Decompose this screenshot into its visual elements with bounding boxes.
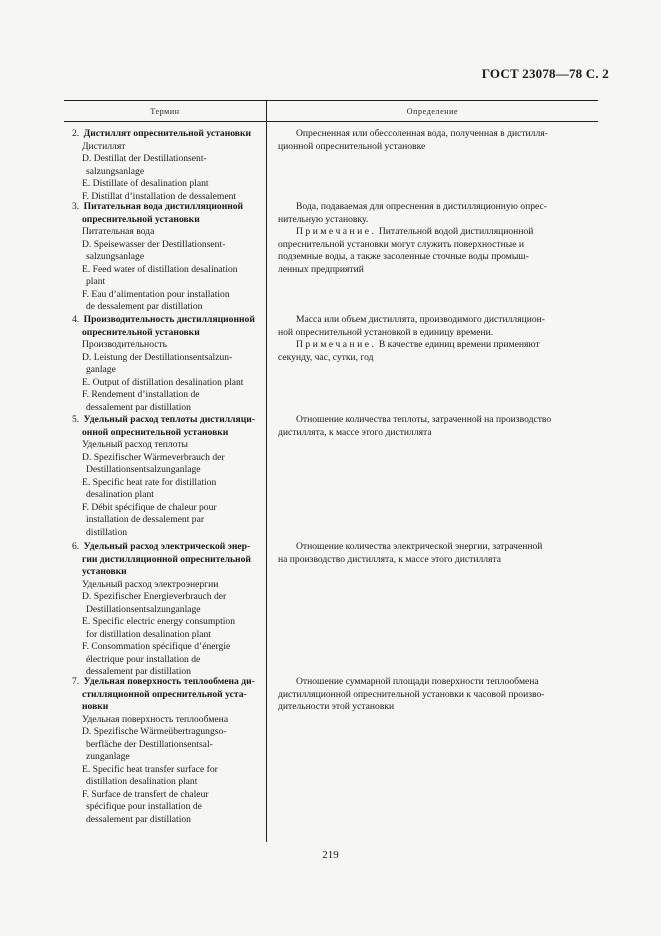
note-text: секунду, час, сутки, год: [278, 351, 374, 363]
term-title-line: [72, 327, 266, 340]
definition-cell: [278, 128, 598, 153]
foreign-term-de: D. Leistung der Destillationsentsalzun-: [82, 351, 233, 363]
foreign-term-de: D. Destillat der Destillationsent-: [82, 153, 207, 164]
foreign-term-de: D. Spezifische Wärmeübertragungso-: [82, 726, 227, 737]
definition-cell: [278, 676, 598, 714]
term-title-text: Удельная поверхность теплообмена ди-: [83, 676, 255, 687]
table-header: [64, 100, 598, 122]
foreign-term-fr: distillation: [86, 526, 128, 538]
term-number: 2.: [72, 128, 80, 139]
definition-line: дистилляционной опреснительной установки к часовой произво-: [278, 688, 545, 700]
term-title-text: Дистиллят опреснительной установки: [83, 128, 252, 139]
page-number: 219: [322, 849, 339, 861]
foreign-term-de: berfläche der Destillationsentsal-: [86, 738, 213, 750]
terms-table: [64, 100, 598, 825]
note-text: ленных предприятий: [278, 263, 364, 275]
term-title-text: Удельный расход электрической энер-: [83, 541, 251, 552]
synonym-ru: Питательная вода: [82, 226, 155, 237]
definition-line: Опресненная или обессоленная вода, полученная в дистилля-: [296, 128, 548, 139]
term-title-line: [72, 676, 266, 689]
synonym-ru: Производительность: [82, 339, 168, 350]
foreign-term-fr: F. Rendement d’installation de: [82, 389, 200, 400]
foreign-term-de: D. Spezifischer Wärmeverbrauch der: [82, 451, 225, 463]
foreign-term-de: D. Spezifischer Energieverbrauch der: [82, 591, 227, 602]
term-title-line: [72, 566, 266, 579]
note-line: [278, 239, 598, 252]
foreign-term-fr: de dessalement par distillation: [86, 301, 203, 312]
foreign-term-en: for distillation desalination plant: [86, 628, 211, 640]
foreign-term-fr: F. Surface de transfert de chaleur: [82, 788, 209, 800]
note-text: подземные воды, а также засоленные сточные воды промыш-: [278, 251, 529, 262]
term-number: 7.: [72, 676, 80, 687]
column-divider: [266, 120, 267, 842]
term-title-line: [72, 128, 266, 141]
term-title-line: [72, 214, 266, 227]
term-title-line: [72, 554, 266, 567]
foreign-term-fr: F. Débit spécifique de chaleur pour: [82, 501, 217, 513]
foreign-term-en: E. Specific heat transfer surface for: [82, 763, 218, 775]
term-number: 3.: [72, 201, 80, 212]
document-reference: ГОСТ 23078—78 С. 2: [481, 66, 609, 81]
term-cell: [72, 201, 266, 314]
term-title-line: [72, 541, 266, 554]
foreign-term-fr: spécifique pour installation de: [86, 801, 202, 812]
foreign-term-de: ganlage: [86, 364, 116, 375]
term-title-text: Производительность дистилляционной: [83, 314, 255, 325]
term-cell: [72, 676, 266, 826]
foreign-term-fr: F. Distillat d’installation de dessalement: [82, 190, 237, 202]
definition-line: дистиллята, к массе этого дистиллята: [278, 426, 432, 438]
definition-line: нительную установку.: [278, 213, 369, 225]
definition-cell: [278, 201, 598, 276]
foreign-term-fr: électrique pour installation de: [86, 653, 201, 665]
term-title-text: опреснительной установки: [82, 326, 200, 338]
foreign-term-de: Destillationsentsalzunganlage: [86, 603, 201, 615]
term-title-text: Питательная вода дистилляционной: [83, 201, 244, 212]
definition-line: Вода, подаваемая для опреснения в дистилляционную опрес-: [296, 201, 547, 212]
term-title-text: стилляционной опреснительной уста-: [82, 688, 247, 700]
definition-line: Масса или объем дистиллята, производимого дистилляцион-: [296, 314, 546, 325]
term-title-line: [72, 414, 266, 427]
foreign-term-en: desalination plant: [86, 489, 154, 500]
term-number: 5.: [72, 414, 80, 425]
column-header-term: Термин: [150, 106, 180, 116]
foreign-term-de: D. Speisewasser der Destillationsent-: [82, 238, 226, 250]
synonym-ru: Удельная поверхность теплообмена: [82, 713, 229, 725]
note-label: Примечание.: [296, 226, 377, 237]
note-text: Питательной водой дистилляционной: [378, 226, 534, 237]
definition-line: Отношение суммарной площади поверхности теплообмена: [296, 676, 539, 687]
synonym-ru: Дистиллят: [82, 140, 126, 152]
term-title-line: [72, 201, 266, 214]
foreign-term-en: E. Output of distillation desalination plant: [82, 376, 244, 388]
definition-cell: [278, 414, 598, 439]
term-title-text: установки: [82, 566, 127, 577]
note-text: В качестве единиц времени применяют: [378, 339, 540, 350]
definition-line: ной опреснительной установкой в единицу времени.: [278, 326, 494, 338]
definition-line: дительности этой установки: [278, 701, 395, 712]
term-number: 4.: [72, 314, 80, 325]
foreign-term-fr: dessalement par distillation: [86, 813, 191, 825]
foreign-term-fr: F. Consommation spécifique d’énergie: [82, 641, 231, 652]
definition-line: Отношение количества теплоты, затраченной на производство: [296, 414, 552, 425]
definition-cell: [278, 314, 598, 364]
note-line: [278, 226, 598, 239]
column-header-definition: Определение: [266, 101, 598, 121]
foreign-term-de: salzungsanlage: [86, 251, 145, 262]
term-title-text: Удельный расход теплоты дистилляци-: [83, 414, 255, 425]
foreign-term-de: salzungsanlage: [86, 165, 145, 177]
foreign-term-fr: installation de dessalement par: [86, 514, 205, 525]
note-line: [278, 339, 598, 352]
foreign-term-en: plant: [86, 276, 106, 287]
foreign-term-en: E. Specific heat rate for distillation: [82, 476, 217, 488]
note-line: [278, 264, 598, 277]
definition-line: на производство дистиллята, к массе этого дистиллята: [278, 553, 502, 565]
term-title-text: онной опреснительной установки: [82, 426, 229, 438]
synonym-ru: Удельный расход теплоты: [82, 439, 188, 450]
definition-cell: [278, 541, 598, 566]
foreign-term-de: Destillationsentsalzunganlage: [86, 464, 201, 475]
term-number: 6.: [72, 541, 80, 552]
term-cell: [72, 414, 266, 539]
foreign-term-en: distillation desalination plant: [86, 776, 198, 787]
note-line: [278, 251, 598, 264]
foreign-term-fr: dessalement par distillation: [86, 401, 191, 413]
term-title-line: [72, 689, 266, 702]
term-cell: [72, 541, 266, 679]
definition-line: Отношение количества электрической энергии, затраченной: [296, 541, 543, 552]
foreign-term-fr: dessalement par distillation: [86, 666, 191, 677]
term-cell: [72, 314, 266, 414]
synonym-ru: Удельный расход электроэнергии: [82, 578, 219, 590]
term-title-line: [72, 427, 266, 440]
note-line: [278, 352, 598, 365]
note-label: Примечание.: [296, 339, 377, 350]
term-title-line: [72, 314, 266, 327]
foreign-term-en: E. Specific electric energy consumption: [82, 616, 236, 627]
definition-line: ционной опреснительной установке: [278, 140, 426, 152]
term-title-text: опреснительной установки: [82, 213, 200, 225]
term-title-text: гии дистилляционной опреснительной: [82, 553, 251, 565]
foreign-term-fr: F. Eau d’alimentation pour installation: [82, 288, 230, 300]
term-cell: [72, 128, 266, 203]
foreign-term-en: E. Feed water of distillation desalination: [82, 263, 238, 275]
foreign-term-de: zunganlage: [86, 751, 130, 762]
note-text: опреснительной установки могут служить поверхностные и: [278, 238, 524, 250]
term-title-line: [72, 701, 266, 714]
foreign-term-en: E. Distillate of desalination plant: [82, 178, 209, 189]
term-title-text: новки: [82, 701, 109, 712]
